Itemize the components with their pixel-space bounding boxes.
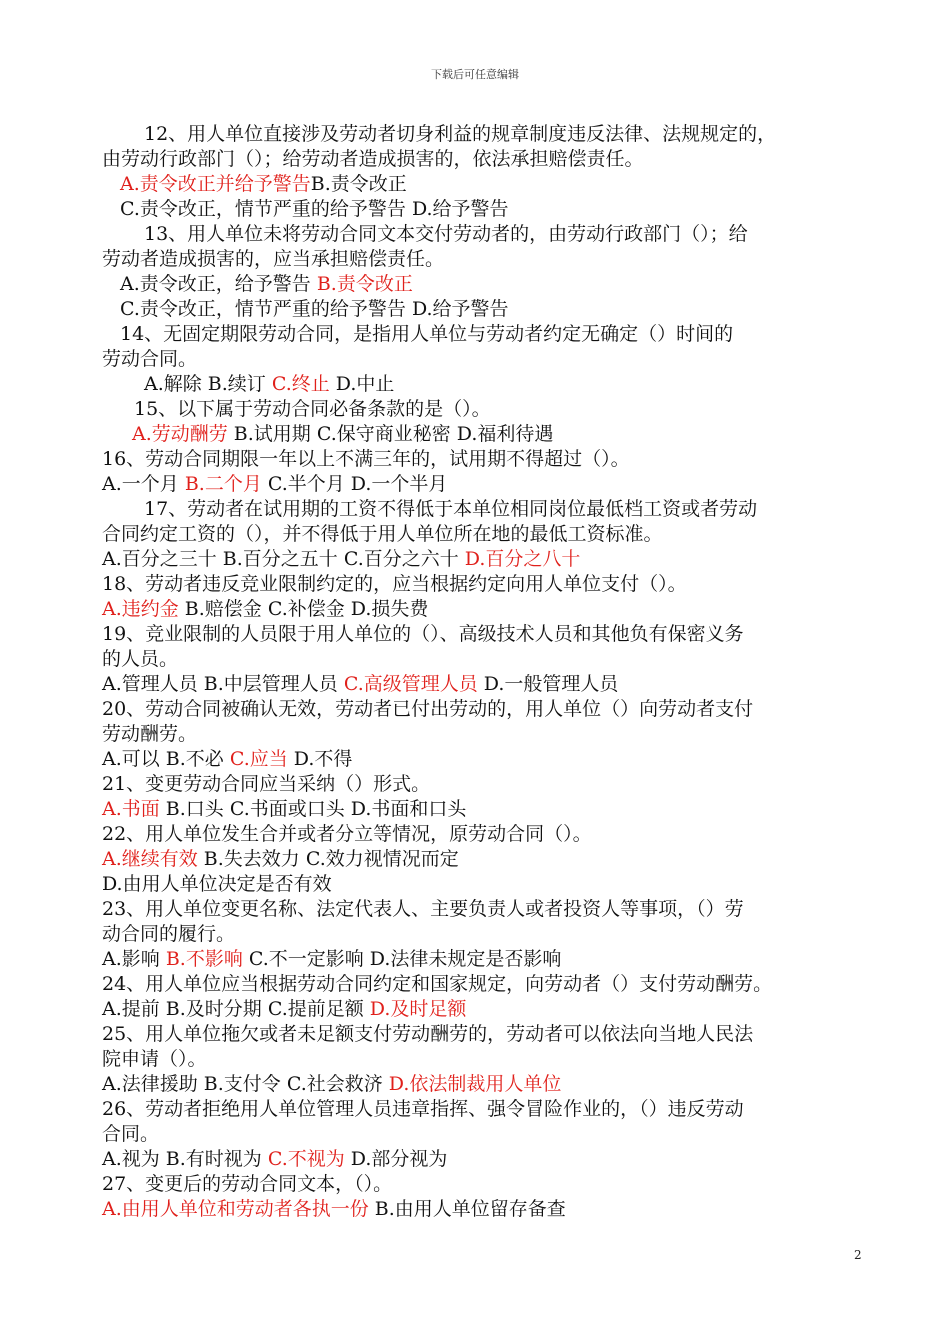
answer-highlight: A.违约金 — [102, 598, 179, 620]
text-line — [102, 1197, 862, 1222]
text-line — [102, 697, 862, 722]
page-header: 下载后可任意编辑 — [431, 68, 519, 81]
text-line — [102, 172, 862, 197]
text-line — [102, 547, 862, 572]
text-line — [102, 622, 862, 647]
text-segment: A.影响 — [102, 948, 166, 970]
text-segment: A.解除 B.续订 — [144, 373, 272, 395]
text-line — [102, 272, 862, 297]
answer-highlight: B.不影响 — [165, 948, 243, 970]
text-line — [102, 722, 862, 747]
text-segment: 12、用人单位直接涉及劳动者切身利益的规章制度违反法律、法规规定的， — [144, 123, 777, 145]
text-segment: 25、用人单位拖欠或者未足额支付劳动酬劳的，劳动者可以依法向当地人民法 — [102, 1023, 754, 1045]
answer-highlight: C.不视为 — [267, 1148, 345, 1170]
text-segment: 13、用人单位未将劳动合同文本交付劳动者的，由劳动行政部门（）；给 — [144, 223, 748, 245]
text-line — [102, 1122, 862, 1147]
text-line — [102, 1172, 862, 1197]
text-line — [102, 797, 862, 822]
text-segment: A.管理人员 B.中层管理人员 — [102, 673, 344, 695]
text-segment: 23、用人单位变更名称、法定代表人、主要负责人或者投资人等事项，（）劳 — [102, 898, 744, 920]
text-line — [102, 1147, 862, 1172]
text-line — [102, 222, 862, 247]
text-segment: B.赔偿金 C.补偿金 D.损失费 — [178, 598, 429, 620]
text-segment: 18、劳动者违反竞业限制约定的，应当根据约定向用人单位支付（）。 — [102, 573, 687, 595]
text-line — [102, 247, 862, 272]
answer-highlight: C.终止 — [271, 373, 330, 395]
text-segment: 14、无固定期限劳动合同，是指用人单位与劳动者约定无确定（）时间的 — [120, 323, 734, 345]
text-line — [102, 1022, 862, 1047]
text-line — [102, 422, 862, 447]
text-segment: D.部分视为 — [344, 1148, 448, 1170]
text-segment: D.不得 — [287, 748, 353, 770]
answer-highlight: A.由用人单位和劳动者各执一份 — [102, 1198, 369, 1220]
text-line — [102, 372, 862, 397]
text-segment: 的人员。 — [102, 648, 179, 670]
text-line — [102, 522, 862, 547]
text-segment: C.责令改正，情节严重的给予警告 D.给予警告 — [120, 298, 509, 320]
text-segment: 15、以下属于劳动合同必备条款的是（）。 — [134, 398, 491, 420]
text-segment: A.可以 B.不必 — [102, 748, 230, 770]
text-segment: A.视为 B.有时视为 — [102, 1148, 268, 1170]
text-segment: B.责令改正 — [310, 173, 407, 195]
text-segment: A.一个月 — [102, 473, 185, 495]
page-number: 2 — [854, 1248, 862, 1262]
text-line — [102, 947, 862, 972]
text-line — [102, 772, 862, 797]
text-line — [102, 572, 862, 597]
text-line — [102, 347, 862, 372]
answer-highlight: A.责令改正并给予警告 — [120, 173, 311, 195]
text-segment: 20、劳动合同被确认无效，劳动者已付出劳动的，用人单位（）向劳动者支付 — [102, 698, 754, 720]
text-line — [102, 147, 862, 172]
text-segment: 劳动合同。 — [102, 348, 198, 370]
text-segment: 22、用人单位发生合并或者分立等情况，原劳动合同（）。 — [102, 823, 592, 845]
answer-highlight: A.书面 — [102, 798, 160, 820]
answer-highlight: B.责令改正 — [316, 273, 413, 295]
text-segment: 劳动酬劳。 — [102, 723, 198, 745]
text-segment: B.失去效力 C.效力视情况而定 — [197, 848, 459, 870]
text-segment: A.提前 B.及时分期 C.提前足额 — [102, 998, 370, 1020]
answer-highlight: D.百分之八十 — [464, 548, 581, 570]
text-line — [102, 997, 862, 1022]
text-segment: D.一般管理人员 — [477, 673, 619, 695]
text-line — [102, 397, 862, 422]
text-segment: 劳动者造成损害的，应当承担赔偿责任。 — [102, 248, 445, 270]
text-segment: 24、用人单位应当根据劳动合同约定和国家规定，向劳动者（）支付劳动酬劳。 — [102, 973, 773, 995]
answer-highlight: D.依法制裁用人单位 — [388, 1073, 562, 1095]
text-segment: C.半个月 D.一个半月 — [261, 473, 448, 495]
text-line — [102, 847, 862, 872]
text-line — [102, 447, 862, 472]
answer-highlight: B.二个月 — [184, 473, 262, 495]
text-line — [102, 322, 862, 347]
text-line — [102, 497, 862, 522]
text-line — [102, 122, 862, 147]
text-segment: 动合同的履行。 — [102, 923, 236, 945]
text-segment: 27、变更后的劳动合同文本，（）。 — [102, 1173, 393, 1195]
text-segment: 合同。 — [102, 1123, 160, 1145]
text-segment: 合同约定工资的（），并不得低于用人单位所在地的最低工资标准。 — [102, 523, 663, 545]
text-line — [102, 197, 862, 222]
text-segment: 院申请（）。 — [102, 1048, 207, 1070]
text-segment: 16、劳动合同期限一年以上不满三年的，试用期不得超过（）。 — [102, 448, 630, 470]
answer-highlight: A.继续有效 — [102, 848, 198, 870]
text-segment: C.不一定影响 D.法律未规定是否影响 — [242, 948, 562, 970]
text-line — [102, 647, 862, 672]
text-segment: A.百分之三十 B.百分之五十 C.百分之六十 — [102, 548, 465, 570]
text-segment: D.中止 — [329, 373, 395, 395]
text-segment: B.由用人单位留存备查 — [368, 1198, 566, 1220]
text-segment: B.口头 C.书面或口头 D.书面和口头 — [159, 798, 467, 820]
text-line — [102, 872, 862, 897]
text-segment: A.法律援助 B.支付令 C.社会救济 — [102, 1073, 389, 1095]
text-line — [102, 747, 862, 772]
text-line — [102, 822, 862, 847]
text-segment: 由劳动行政部门（）；给劳动者造成损害的，依法承担赔偿责任。 — [102, 148, 644, 170]
answer-highlight: D.及时足额 — [369, 998, 467, 1020]
answer-highlight: C.高级管理人员 — [343, 673, 478, 695]
text-line — [102, 297, 862, 322]
text-segment: 26、劳动者拒绝用人单位管理人员违章指挥、强令冒险作业的，（）违反劳动 — [102, 1098, 744, 1120]
answer-highlight: A.劳动酬劳 — [132, 423, 228, 445]
text-segment: C.责令改正，情节严重的给予警告 D.给予警告 — [120, 198, 509, 220]
text-segment: 21、变更劳动合同应当采纳（）形式。 — [102, 773, 431, 795]
document-body — [102, 122, 862, 1222]
text-line — [102, 897, 862, 922]
text-segment: A.责令改正，给予警告 — [120, 273, 317, 295]
text-segment: B.试用期 C.保守商业秘密 D.福利待遇 — [227, 423, 554, 445]
text-line — [102, 472, 862, 497]
text-line — [102, 597, 862, 622]
text-line — [102, 1097, 862, 1122]
text-line — [102, 922, 862, 947]
answer-highlight: C.应当 — [229, 748, 288, 770]
text-segment: D.由用人单位决定是否有效 — [102, 873, 332, 895]
text-segment: 19、竞业限制的人员限于用人单位的（）、高级技术人员和其他负有保密义务 — [102, 623, 744, 645]
text-line — [102, 672, 862, 697]
text-line — [102, 1047, 862, 1072]
text-line — [102, 972, 862, 997]
text-line — [102, 1072, 862, 1097]
text-segment: 17、劳动者在试用期的工资不得低于本单位相同岗位最低档工资或者劳动 — [144, 498, 758, 520]
